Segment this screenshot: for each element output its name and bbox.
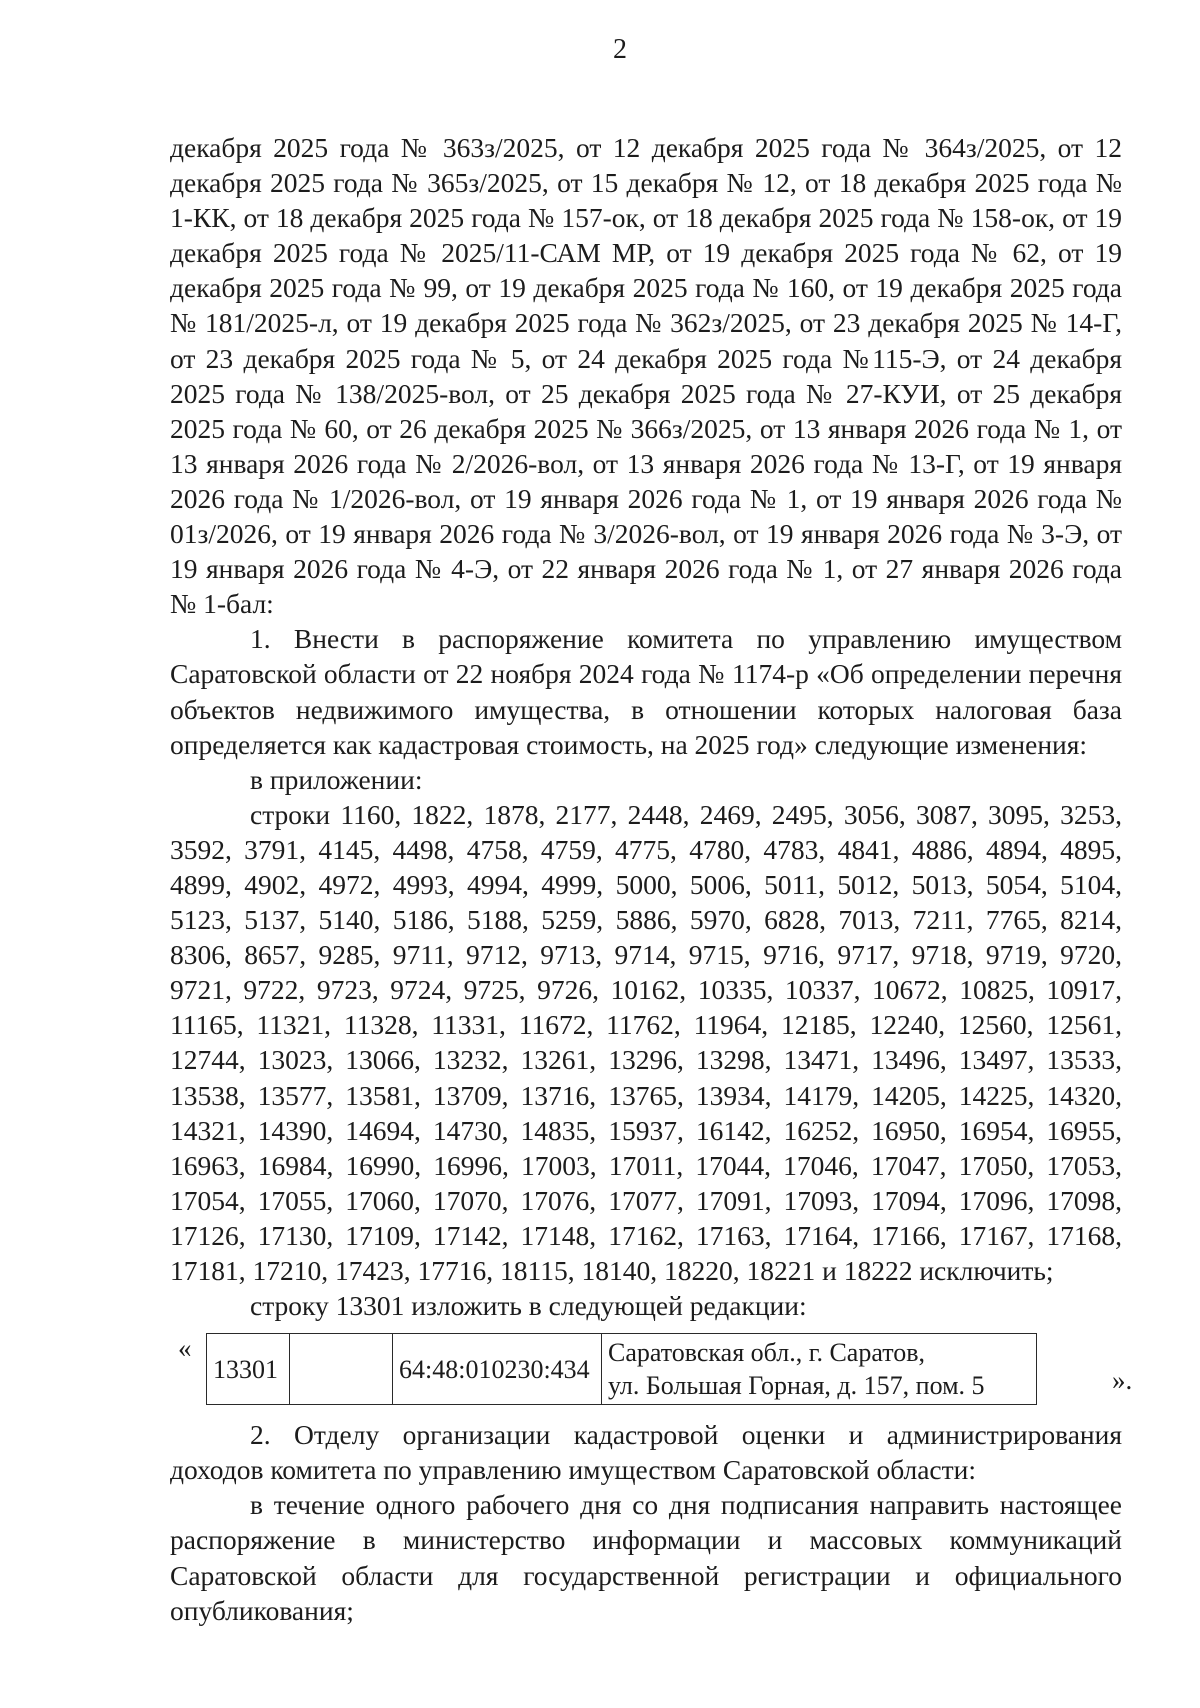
replacement-row-table	[206, 1333, 1037, 1405]
item-1-paragraph: 1. Внести в распоряжение комитета по управлению имуществом Саратовской области от 22 ноября 2024 года № 1174-р «Об определении перечня объектов недвижимого имущества, в отношении которых налоговая база определяется как кадастровая стоимость, на 2025 год» следующие изменения:	[170, 623, 1122, 760]
page-number: 2	[613, 34, 627, 65]
row-number-cell: 13301	[207, 1334, 290, 1405]
document-body	[170, 130, 1133, 1628]
in-appendix-line: в приложении:	[250, 763, 423, 795]
address-line-2: ул. Большая Горная, д. 157, пом. 5	[608, 1371, 985, 1401]
item-2-paragraph: 2. Отделу организации кадастровой оценки и администрирования доходов комитета по управлению имуществом Саратовской области:	[170, 1419, 1122, 1486]
address-line-1: Саратовская обл., г. Саратов,	[608, 1338, 926, 1368]
address-cell	[602, 1334, 1037, 1405]
table-row	[207, 1334, 1037, 1405]
cadastral-number-cell: 64:48:010230:434	[393, 1334, 602, 1405]
excluded-rows-paragraph: строки 1160, 1822, 1878, 2177, 2448, 2469, 2495, 3056, 3087, 3095, 3253, 3592, 3791, 4145, 4498, 4758, 4759, 4775, 4780, 4783, 4841, 4886, 4894, 4895, 4899, 4902, 4972, 4993, 4994, 4999, 5000, 5006, 5011, 5012, 5013, 5054, 5104, 5123, 5137, 5140, 5186, 5188, 5259, 5886, 5970, 6828, 7013, 7211, 7765, 8214, 8306, 8657, 9285, 9711, 9712, 9713, 9714, 9715, 9716, 9717, 9718, 9719, 9720, 9721, 9722, 9723, 9724, 9725, 9726, 10162, 10335, 10337, 10672, 10825, 10917, 11165, 11321, 11328, 11331, 11672, 11762, 11964, 12185, 12240, 12560, 12561, 12744, 13023, 13066, 13232, 13261, 13296, 13298, 13471, 13496, 13497, 13533, 13538, 13577, 13581, 13709, 13716, 13765, 13934, 14179, 14205, 14225, 14320, 14321, 14390, 14694, 14730, 14835, 15937, 16142, 16252, 16950, 16954, 16955, 16963, 16984, 16990, 16996, 17003, 17011, 17044, 17046, 17047, 17050, 17053, 17054, 17055, 17060, 17070, 17076, 17077, 17091, 17093, 17094, 17096, 17098, 17126, 17130, 17109, 17142, 17148, 17162, 17163, 17164, 17166, 17167, 17168, 17181, 17210, 17423, 17716, 18115, 18140, 18220, 18221 и 18222 исключить;	[170, 798, 1122, 1286]
row-edit-intro: строку 13301 изложить в следующей редакции:	[250, 1290, 807, 1322]
item-2-sub-paragraph: в течение одного рабочего дня со дня подписания направить настоящее распоряжение в министерство информации и массовых коммуникаций Саратовской области для государственной регистрации и официального опубликования;	[170, 1489, 1122, 1626]
closing-quote: ».	[1112, 1365, 1133, 1396]
replacement-row-block	[170, 1333, 1133, 1405]
intro-paragraph: декабря 2025 года № 363з/2025, от 12 декабря 2025 года № 364з/2025, от 12 декабря 2025 года № 365з/2025, от 15 декабря № 12, от 18 декабря 2025 года № 1-КК, от 18 декабря 2025 года № 157-ок, от 18 декабря 2025 года № 158-ок, от 19 декабря 2025 года № 2025/11-САМ МР, от 19 декабря 2025 года № 62, от 19 декабря 2025 года № 99, от 19 декабря 2025 года № 160, от 19 декабря 2025 года № 181/2025-л, от 19 декабря 2025 года № 362з/2025, от 23 декабря 2025 № 14-Г, от 23 декабря 2025 года № 5, от 24 декабря 2025 года №115-Э, от 24 декабря 2025 года № 138/2025-вол, от 25 декабря 2025 года № 27-КУИ, от 25 декабря 2025 года № 60, от 26 декабря 2025 № 366з/2025, от 13 января 2026 года № 1, от 13 января 2026 года № 2/2026-вол, от 13 января 2026 года № 13-Г, от 19 января 2026 года № 1/2026-вол, от 19 января 2026 года № 1, от 19 января 2026 года № 01з/2026, от 19 января 2026 года № 3/2026-вол, от 19 января 2026 года № 3-Э, от 19 января 2026 года № 4-Э, от 22 января 2026 года № 1, от 27 января 2026 года № 1-бал:	[170, 132, 1122, 620]
empty-cell	[290, 1334, 393, 1405]
opening-quote: «	[178, 1333, 192, 1364]
